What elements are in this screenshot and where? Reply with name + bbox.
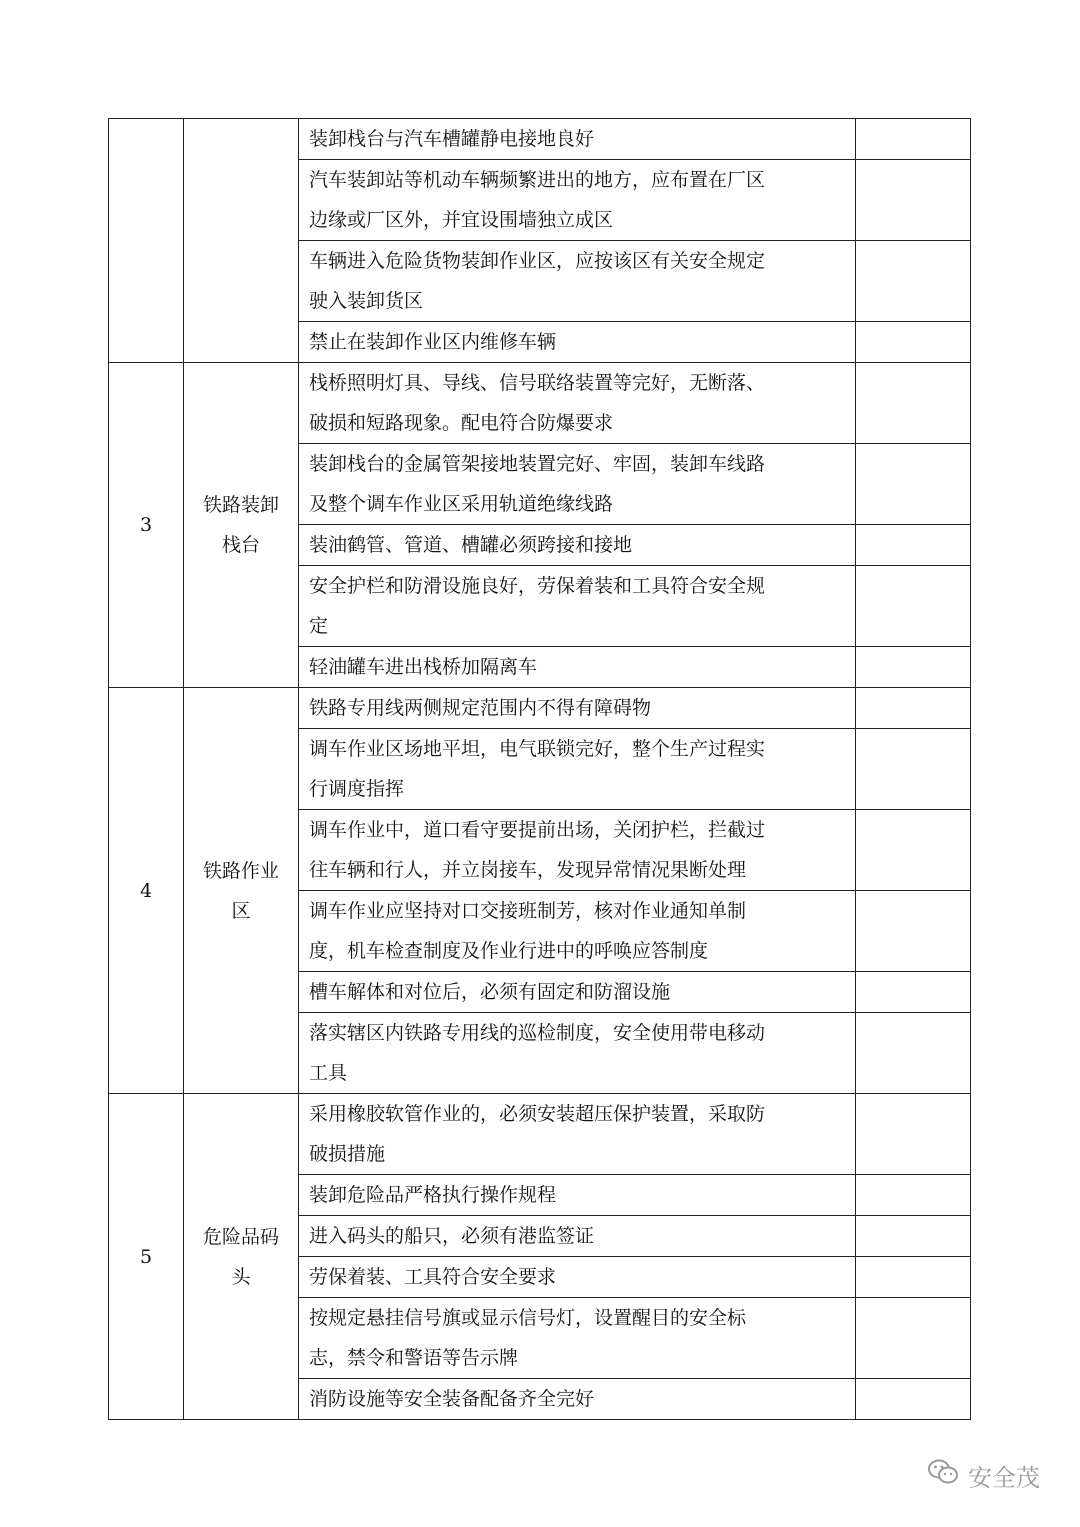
- section-area: [184, 363, 299, 688]
- check-result-cell[interactable]: [856, 1175, 971, 1216]
- check-result-cell[interactable]: [856, 119, 971, 160]
- check-item: [299, 119, 856, 160]
- section-number: [109, 119, 184, 363]
- check-item-line: 度，机车检查制度及作业行进中的呼唤应答制度: [309, 940, 709, 962]
- check-item: [299, 1298, 856, 1379]
- check-item-line: 边缘或厂区外，并宜设围墙独立成区: [309, 209, 614, 231]
- table-row: [109, 119, 971, 160]
- check-item-line: 汽车装卸站等机动车辆频繁进出的地方，应布置在厂区: [309, 169, 766, 191]
- section-area-line: 栈台: [221, 534, 260, 556]
- check-item-line: 槽车解体和对位后，必须有固定和防溜设施: [309, 981, 671, 1003]
- check-result-cell[interactable]: [856, 729, 971, 810]
- check-item: [299, 160, 856, 241]
- watermark-text: 安全茂: [968, 1463, 1040, 1492]
- check-item: [299, 444, 856, 525]
- section-number: 4: [109, 688, 184, 1094]
- check-item: [299, 688, 856, 729]
- section-area-line: 铁路作业: [202, 859, 279, 882]
- check-item: [299, 1216, 856, 1257]
- check-item: [299, 647, 856, 688]
- check-result-cell[interactable]: [856, 241, 971, 322]
- check-item-line: 调车作业中，道口看守要提前出场，关闭护栏，拦截过: [309, 819, 766, 841]
- check-item: [299, 525, 856, 566]
- section-area: [184, 688, 299, 1094]
- section-number: 3: [109, 363, 184, 688]
- check-item: [299, 1094, 856, 1175]
- check-item-line: 装卸栈台的金属管架接地装置完好、牢固，装卸车线路: [309, 453, 766, 475]
- check-item-line: 装油鹤管、管道、槽罐必须跨接和接地: [309, 534, 633, 556]
- check-item-line: 安全护栏和防滑设施良好，劳保着装和工具符合安全规: [309, 575, 766, 597]
- watermark: [926, 1455, 1066, 1495]
- check-item: [299, 729, 856, 810]
- table-row: [109, 363, 971, 444]
- check-item-line: 铁路专用线两侧规定范围内不得有障碍物: [309, 697, 652, 719]
- check-item-line: 破损措施: [309, 1143, 386, 1165]
- check-item: [299, 1175, 856, 1216]
- check-item-line: 及整个调车作业区采用轨道绝缘线路: [309, 493, 614, 515]
- check-item: [299, 1013, 856, 1094]
- section-area-line: 危险品码: [202, 1225, 279, 1248]
- section-area-line: 区: [231, 899, 251, 922]
- check-item: [299, 972, 856, 1013]
- check-item: [299, 241, 856, 322]
- checklist-body: [109, 119, 971, 1420]
- table-row: [109, 1094, 971, 1175]
- check-result-cell[interactable]: [856, 1379, 971, 1420]
- check-item: [299, 322, 856, 363]
- check-result-cell[interactable]: [856, 1013, 971, 1094]
- check-item: [299, 891, 856, 972]
- section-area-line: 头: [231, 1265, 251, 1288]
- check-result-cell[interactable]: [856, 1257, 971, 1298]
- check-item-line: 栈桥照明灯具、导线、信号联络装置等完好，无断落、: [309, 372, 766, 394]
- check-result-cell[interactable]: [856, 525, 971, 566]
- check-item-line: 往车辆和行人，并立岗接车，发现异常情况果断处理: [309, 859, 747, 881]
- check-item-line: 破损和短路现象。配电符合防爆要求: [309, 412, 614, 434]
- check-item-line: 调车作业应坚持对口交接班制芳，核对作业通知单制: [309, 900, 747, 922]
- check-item-line: 进入码头的船只，必须有港监签证: [309, 1225, 595, 1247]
- check-item-line: 调车作业区场地平坦，电气联锁完好，整个生产过程实: [309, 738, 766, 760]
- check-item: [299, 363, 856, 444]
- check-result-cell[interactable]: [856, 688, 971, 729]
- check-item-line: 车辆进入危险货物装卸作业区，应按该区有关安全规定: [309, 250, 766, 272]
- check-result-cell[interactable]: [856, 322, 971, 363]
- check-result-cell[interactable]: [856, 566, 971, 647]
- section-area: [184, 119, 299, 363]
- check-result-cell[interactable]: [856, 891, 971, 972]
- check-item-line: 落实辖区内铁路专用线的巡检制度，安全使用带电移动: [309, 1022, 766, 1044]
- check-item-line: 行调度指挥: [309, 778, 405, 800]
- check-item: [299, 1257, 856, 1298]
- check-item-line: 消防设施等安全装备配备齐全完好: [309, 1388, 595, 1410]
- check-item-line: 装卸栈台与汽车槽罐静电接地良好: [309, 128, 595, 150]
- check-item: [299, 1379, 856, 1420]
- check-item-line: 志，禁令和警语等告示牌: [309, 1347, 519, 1369]
- check-result-cell[interactable]: [856, 647, 971, 688]
- check-item-line: 按规定悬挂信号旗或显示信号灯，设置醒目的安全标: [309, 1307, 747, 1329]
- check-item-line: 轻油罐车进出栈桥加隔离车: [309, 656, 538, 678]
- wechat-icon: [926, 1455, 960, 1495]
- check-item-line: 装卸危险品严格执行操作规程: [309, 1184, 557, 1206]
- check-result-cell[interactable]: [856, 444, 971, 525]
- table-row: [109, 688, 971, 729]
- check-result-cell[interactable]: [856, 810, 971, 891]
- check-item-line: 工具: [309, 1062, 348, 1084]
- section-number: 5: [109, 1094, 184, 1420]
- safety-checklist-table: [108, 118, 971, 1420]
- check-result-cell[interactable]: [856, 1298, 971, 1379]
- check-result-cell[interactable]: [856, 160, 971, 241]
- check-result-cell[interactable]: [856, 1094, 971, 1175]
- check-item-line: 劳保着装、工具符合安全要求: [309, 1266, 557, 1288]
- check-item-line: 定: [309, 615, 329, 637]
- check-result-cell[interactable]: [856, 972, 971, 1013]
- check-result-cell[interactable]: [856, 363, 971, 444]
- section-area-line: 铁路装卸: [202, 494, 279, 516]
- check-result-cell[interactable]: [856, 1216, 971, 1257]
- check-item: [299, 810, 856, 891]
- check-item-line: 采用橡胶软管作业的，必须安装超压保护装置，采取防: [309, 1103, 766, 1125]
- check-item-line: 驶入装卸货区: [309, 290, 424, 312]
- check-item-line: 禁止在装卸作业区内维修车辆: [309, 331, 557, 353]
- section-area: [184, 1094, 299, 1420]
- check-item: [299, 566, 856, 647]
